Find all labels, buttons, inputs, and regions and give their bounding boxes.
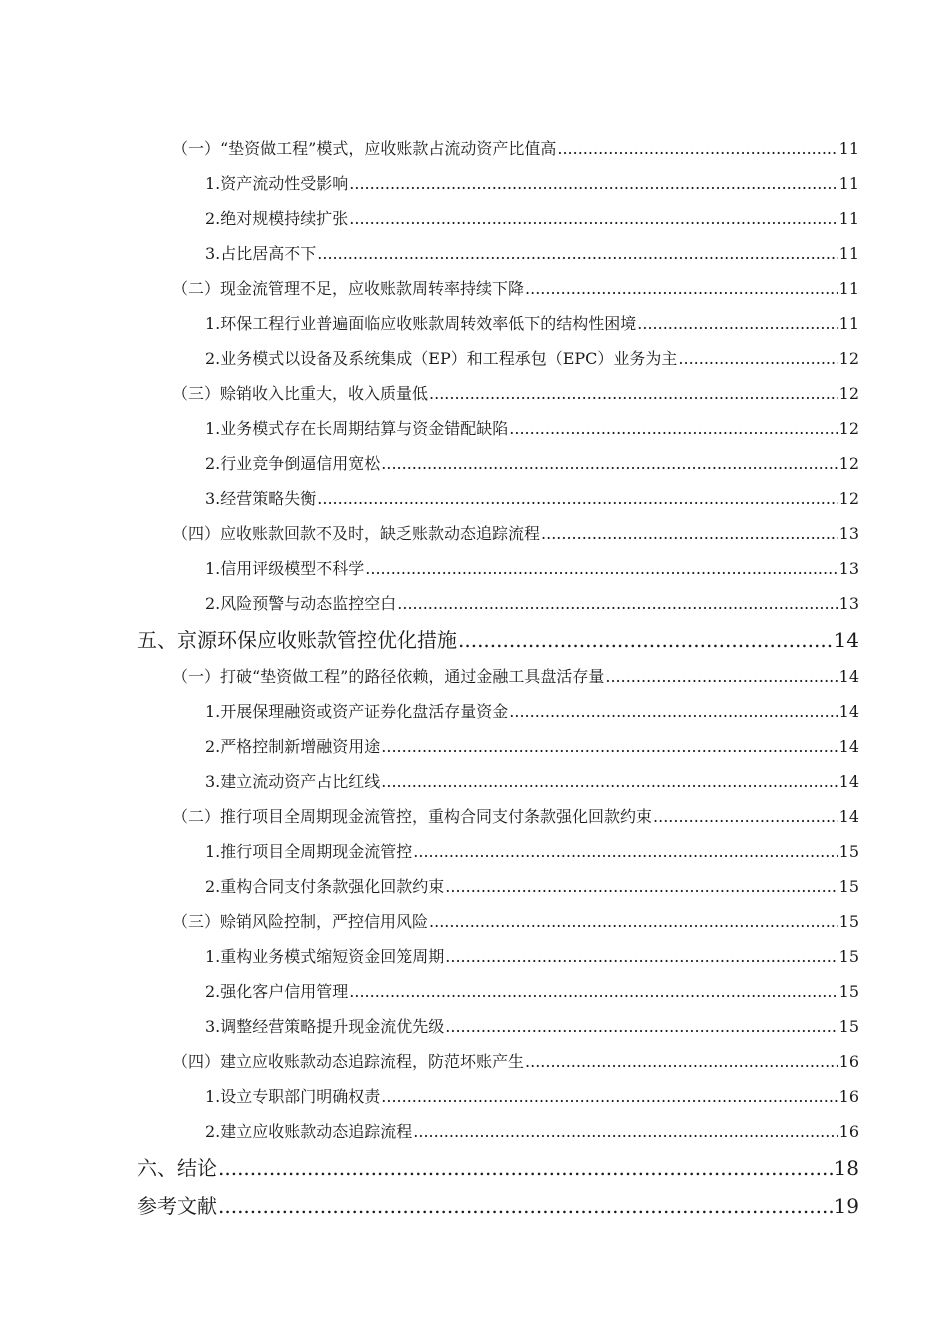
toc-leader-dots [349,974,837,1009]
toc-entry-title: 1.开展保理融资或资产证券化盘活存量资金 [205,702,509,721]
toc-leader-dots [637,306,837,341]
toc-leader-dots [429,376,838,411]
toc-entry-page: 12 [838,384,859,403]
toc-entry-title: （四）建立应收账款动态追踪流程，防范坏账产生 [172,1052,525,1071]
toc-entry-page: 12 [838,419,859,438]
toc-entry-page: 14 [833,628,859,652]
toc-leader-dots [413,1114,837,1149]
toc-leader-dots [445,869,837,904]
toc-entry-page: 14 [838,702,859,721]
toc-leader-dots [381,446,837,481]
toc-entry-title: 参考文献 [137,1194,217,1218]
toc-entry-title: （二）现金流管理不足，应收账款周转率持续下降 [172,279,525,298]
toc-entry-title: 3.经营策略失衡 [205,489,317,508]
toc-entry[interactable] [0,236,950,271]
toc-entry-page: 13 [838,559,859,578]
toc-entry[interactable] [0,481,950,516]
toc-leader-dots [349,201,837,236]
toc-entry[interactable] [0,341,950,376]
toc-entry-page: 18 [833,1156,859,1180]
toc-leader-dots [557,131,837,166]
toc-entry-page: 12 [838,454,859,473]
toc-entry[interactable] [0,306,950,341]
toc-entry-title: （三）赊销风险控制，严控信用风险 [172,912,429,931]
toc-leader-dots [317,236,837,271]
toc-entry[interactable] [0,939,950,974]
toc-leader-dots [525,1044,838,1079]
toc-entry-title: （一）打破“垫资做工程”的路径依赖，通过金融工具盘活存量 [172,667,605,686]
toc-entry[interactable] [0,1009,950,1044]
toc-entry-page: 15 [838,1017,859,1036]
toc-entry[interactable] [0,694,950,729]
toc-entry[interactable] [0,376,950,411]
toc-entry[interactable] [0,1044,950,1079]
toc-entry[interactable] [0,974,950,1009]
toc-entry-page: 16 [838,1052,859,1071]
toc-entry-title: 2.风险预警与动态监控空白 [205,594,397,613]
toc-entry[interactable] [0,551,950,586]
toc-leader-dots [509,694,837,729]
toc-leader-dots [429,904,838,939]
toc-entry-title: 五、京源环保应收账款管控优化措施 [137,628,457,652]
toc-leader-dots [678,341,837,376]
toc-entry-page: 12 [838,349,859,368]
toc-leader-dots [413,834,837,869]
toc-entry[interactable] [0,834,950,869]
toc-entry-title: 2.绝对规模持续扩张 [205,209,349,228]
toc-leader-dots [381,1079,837,1114]
toc-leader-dots [653,799,838,834]
toc-entry-page: 15 [838,947,859,966]
toc-entry-page: 14 [838,772,859,791]
toc-entry-title: （四）应收账款回款不及时，缺乏账款动态追踪流程 [172,524,541,543]
toc-entry-page: 12 [838,489,859,508]
toc-entry[interactable] [0,201,950,236]
toc-leader-dots [317,481,837,516]
toc-entry-page: 14 [838,737,859,756]
toc-entry-page: 15 [838,912,859,931]
toc-leader-dots [349,166,837,201]
toc-leader-dots [509,411,837,446]
toc-entry-page: 11 [838,314,859,333]
toc-entry[interactable] [0,1079,950,1114]
toc-entry-title: 六、结论 [137,1156,217,1180]
toc-entry-title: 1.推行项目全周期现金流管控 [205,842,413,861]
toc-entry-page: 11 [838,139,859,158]
toc-entry-title: 2.重构合同支付条款强化回款约束 [205,877,445,896]
toc-entry-page: 11 [838,279,859,298]
toc-entry-title: 1.设立专职部门明确权责 [205,1087,381,1106]
toc-entry-title: 1.业务模式存在长周期结算与资金错配缺陷 [205,419,509,438]
toc-entry[interactable] [0,904,950,939]
toc-entry-page: 16 [838,1087,859,1106]
toc-entry[interactable] [0,411,950,446]
toc-entry[interactable] [0,271,950,306]
toc-entry[interactable] [0,869,950,904]
toc-entry-title: 3.调整经营策略提升现金流优先级 [205,1017,445,1036]
toc-entry[interactable] [0,621,950,659]
toc-entry-title: 1.信用评级模型不科学 [205,559,365,578]
toc-entry-title: 3.建立流动资产占比红线 [205,772,381,791]
toc-leader-dots [218,1187,833,1225]
toc-leader-dots [445,939,837,974]
toc-entry-title: 2.建立应收账款动态追踪流程 [205,1122,413,1141]
toc-leader-dots [381,764,837,799]
toc-entry-title: 2.业务模式以设备及系统集成（EP）和工程承包（EPC）业务为主 [205,349,678,368]
toc-leader-dots [397,586,837,621]
toc-leader-dots [525,271,838,306]
toc-entry[interactable] [0,516,950,551]
toc-entry-title: （二）推行项目全周期现金流管控，重构合同支付条款强化回款约束 [172,807,653,826]
toc-entry[interactable] [0,1114,950,1149]
toc-entry-title: （三）赊销收入比重大，收入质量低 [172,384,429,403]
toc-entry[interactable] [0,729,950,764]
toc-entry-title: 1.资产流动性受影响 [205,174,349,193]
toc-entry-title: 1.重构业务模式缩短资金回笼周期 [205,947,445,966]
toc-entry-page: 11 [838,174,859,193]
toc-entry[interactable] [0,446,950,481]
toc-entry-page: 15 [838,877,859,896]
toc-entry[interactable] [0,764,950,799]
toc-entry-page: 14 [838,667,859,686]
toc-leader-dots [381,729,837,764]
toc-leader-dots [365,551,837,586]
toc-entry[interactable] [0,166,950,201]
toc-entry-page: 19 [833,1194,859,1218]
toc-entry-title: 2.严格控制新增融资用途 [205,737,381,756]
toc-entry-page: 11 [838,209,859,228]
toc-entry-title: （一）“垫资做工程”模式，应收账款占流动资产比值高 [172,139,557,158]
toc-leader-dots [445,1009,837,1044]
toc-entry-page: 14 [838,807,859,826]
toc-leader-dots [458,621,833,659]
toc-entry-title: 1.环保工程行业普遍面临应收账款周转效率低下的结构性困境 [205,314,637,333]
toc-entry[interactable] [0,586,950,621]
toc-entry-title: 2.强化客户信用管理 [205,982,349,1001]
toc-entry-page: 13 [838,594,859,613]
toc-entry[interactable] [0,659,950,694]
toc-entry[interactable] [0,799,950,834]
toc-entry-title: 3.占比居高不下 [205,244,317,263]
toc-entry-page: 15 [838,982,859,1001]
toc-leader-dots [541,516,838,551]
toc-leader-dots [218,1149,833,1187]
toc-entry-page: 11 [838,244,859,263]
toc-leader-dots [605,659,837,694]
toc-entry-page: 16 [838,1122,859,1141]
toc-entry[interactable] [0,1187,950,1225]
toc-entry[interactable] [0,1149,950,1187]
table-of-contents [0,131,950,1225]
toc-entry[interactable] [0,131,950,166]
toc-entry-page: 13 [838,524,859,543]
toc-entry-page: 15 [838,842,859,861]
toc-entry-title: 2.行业竞争倒逼信用宽松 [205,454,381,473]
